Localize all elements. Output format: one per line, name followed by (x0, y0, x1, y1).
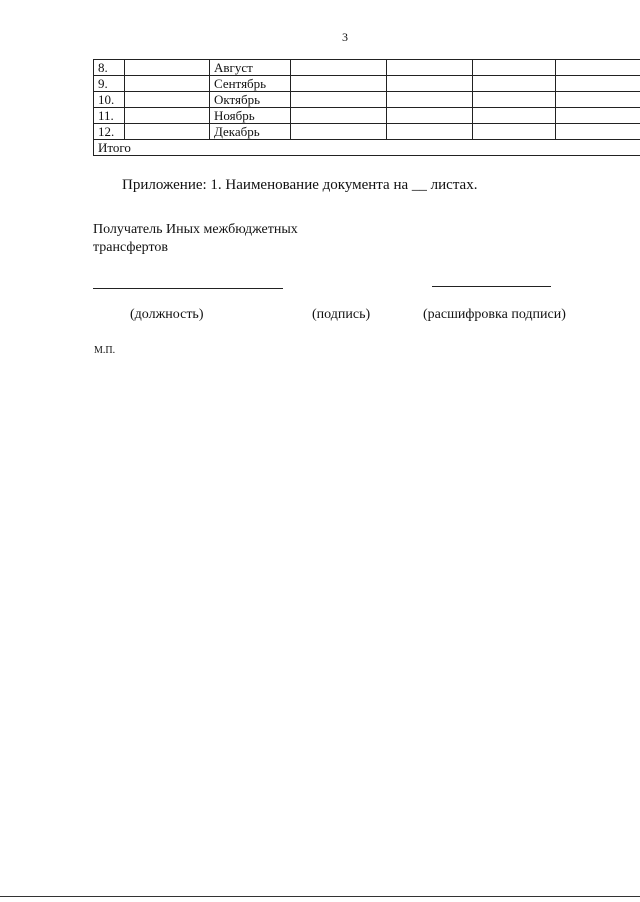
row-month: Ноябрь (210, 108, 291, 124)
table-cell (473, 124, 556, 140)
row-number: 8. (94, 60, 125, 76)
table-cell (387, 124, 473, 140)
page-number: 3 (342, 30, 348, 44)
monthly-table (93, 59, 640, 156)
decode-signature-line (432, 286, 551, 287)
table-cell (556, 108, 640, 124)
table-cell (473, 92, 556, 108)
row-month: Август (210, 60, 291, 76)
recipient-line-2: трансфертов (93, 240, 169, 255)
table-cell (473, 76, 556, 92)
decode-caption: (расшифровка подписи) (423, 307, 566, 322)
recipient-block (93, 221, 298, 257)
table-row (94, 124, 640, 140)
table-cell (291, 92, 387, 108)
position-caption: (должность) (130, 307, 204, 322)
row-month: Октябрь (210, 92, 291, 108)
table-cell (125, 108, 210, 124)
table-cell (473, 108, 556, 124)
table-cell (473, 60, 556, 76)
row-number: 12. (94, 124, 125, 140)
table-cell (125, 76, 210, 92)
table-cell (387, 92, 473, 108)
table-cell (556, 92, 640, 108)
table-cell (556, 60, 640, 76)
row-number: 9. (94, 76, 125, 92)
table-cell (556, 76, 640, 92)
table-total-row (94, 140, 640, 156)
position-signature-line (93, 288, 283, 289)
table-cell (291, 76, 387, 92)
row-number: 11. (94, 108, 125, 124)
table-cell (291, 124, 387, 140)
appendix-text: Приложение: 1. Наименование документа на __ листах. (122, 177, 478, 193)
row-month: Сентябрь (210, 76, 291, 92)
monthly-table-body (94, 60, 640, 156)
table-cell (125, 60, 210, 76)
table-row (94, 76, 640, 92)
bottom-divider (0, 896, 640, 897)
total-label: Итого (94, 140, 640, 156)
table-row (94, 92, 640, 108)
table-cell (125, 92, 210, 108)
row-month: Декабрь (210, 124, 291, 140)
table-cell (387, 60, 473, 76)
table-cell (125, 124, 210, 140)
signature-caption: (подпись) (312, 307, 371, 322)
table-cell (387, 108, 473, 124)
table-row (94, 108, 640, 124)
table-cell (291, 108, 387, 124)
table-cell (291, 60, 387, 76)
table-cell (387, 76, 473, 92)
recipient-line-1: Получатель Иных межбюджетных (93, 222, 298, 237)
table-cell (556, 124, 640, 140)
stamp-label: М.П. (94, 345, 116, 356)
table-row (94, 60, 640, 76)
row-number: 10. (94, 92, 125, 108)
